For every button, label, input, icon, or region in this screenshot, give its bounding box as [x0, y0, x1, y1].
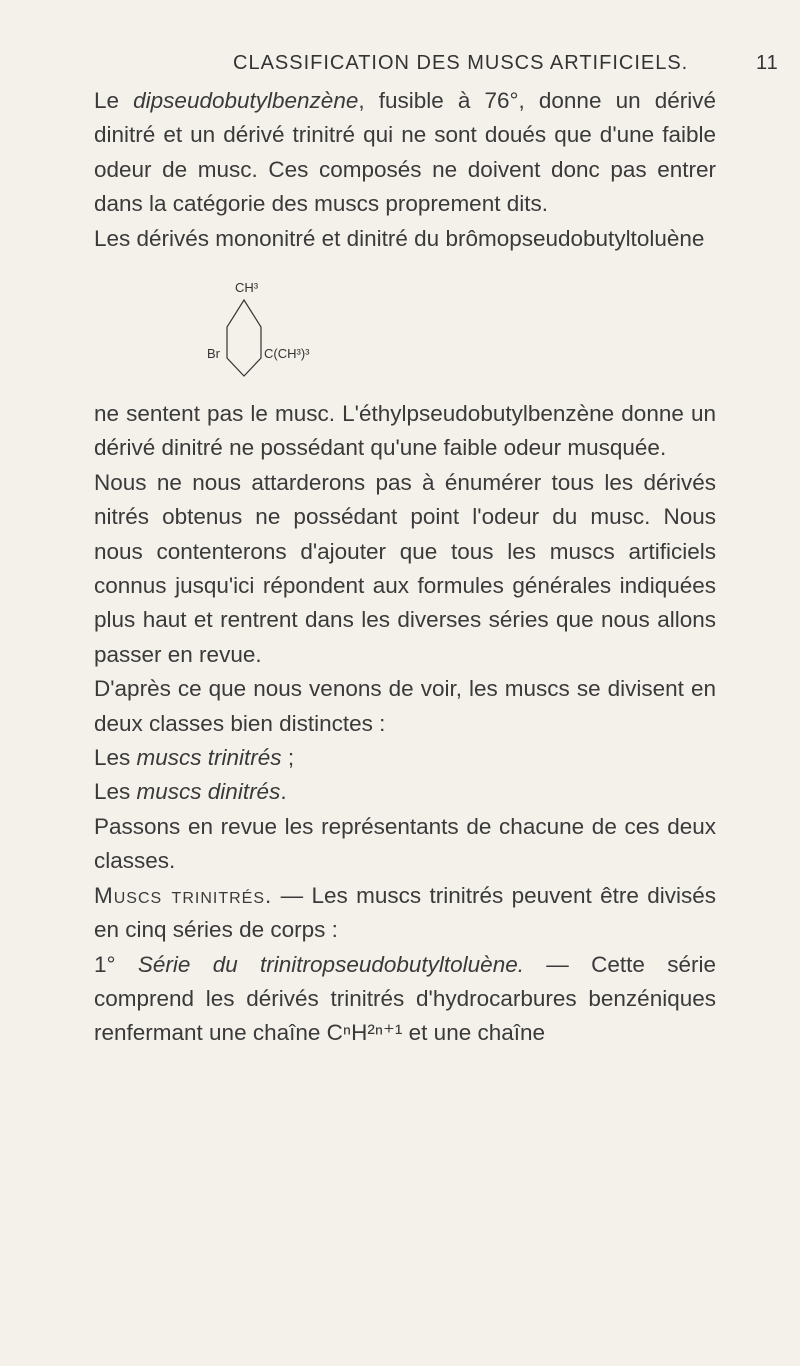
paragraph-4: Nous ne nous attarderons pas à énumérer tous les dérivés nitrés obtenus ne possédant point l'odeur du musc. Nous nous contenterons d'ajouter que tous les muscs artificiels connus jusqu'ici répondent aux formules générales indiquées plus haut et rentrent dans les diverses séries que nous allons passer en revue.: [94, 469, 716, 667]
section-heading: Muscs trinitrés.: [94, 882, 273, 908]
paragraph-2: Les dérivés mononitré et dinitré du brômopseudobutyltoluène: [94, 225, 705, 251]
benzene-ring-diagram: [160, 280, 490, 390]
list-item: Les muscs trinitrés ;: [94, 745, 295, 771]
page-number: 11: [756, 52, 779, 74]
text-block-bottom: [94, 397, 716, 1051]
formula-top: CH³: [235, 280, 259, 295]
list-item: Les muscs dinitrés.: [94, 779, 287, 805]
benzene-ring-icon: [227, 300, 261, 376]
formula-right: C(CH³)³: [264, 346, 310, 361]
chemical-formula: [160, 280, 490, 390]
paragraph-7: Muscs trinitrés. — Les muscs trinitrés peuvent être divisés en cinq séries de corps :: [94, 882, 716, 943]
paragraph-5: D'après ce que nous venons de voir, les muscs se divisent en deux classes bien distinctes :: [94, 676, 716, 736]
running-title: CLASSIFICATION DES MUSCS ARTIFICIELS.: [233, 52, 689, 74]
compound-name: dipseudobutylbenzène: [133, 88, 359, 113]
formula-left: Br: [207, 346, 220, 361]
paragraph-8: 1° Série du trinitropseudobutyltoluène. — Cette série comprend les dérivés trinitrés d'hydrocarbures benzéniques renfermant une chaîne CⁿH²ⁿ⁺¹ et une chaîne: [94, 951, 717, 1046]
paragraph-1: Le dipseudobutylbenzène, fusible à 76°, donne un dérivé dinitré et un dérivé trinitré qui ne sont doués que d'une faible odeur de musc. Ces composés ne doivent donc pas entrer dans la catégorie des muscs proprement dits.: [94, 88, 717, 217]
paragraph-6: Passons en revue les représentants de chacune de ces deux classes.: [94, 813, 716, 874]
paragraph-3: ne sentent pas le musc. L'éthylpseudobutylbenzène donne un dérivé dinitré ne possédant qu'une faible odeur musquée.: [94, 401, 716, 461]
series-title: Série du trinitropseudobutyltoluène.: [137, 951, 524, 977]
text-block-top: [94, 84, 716, 256]
